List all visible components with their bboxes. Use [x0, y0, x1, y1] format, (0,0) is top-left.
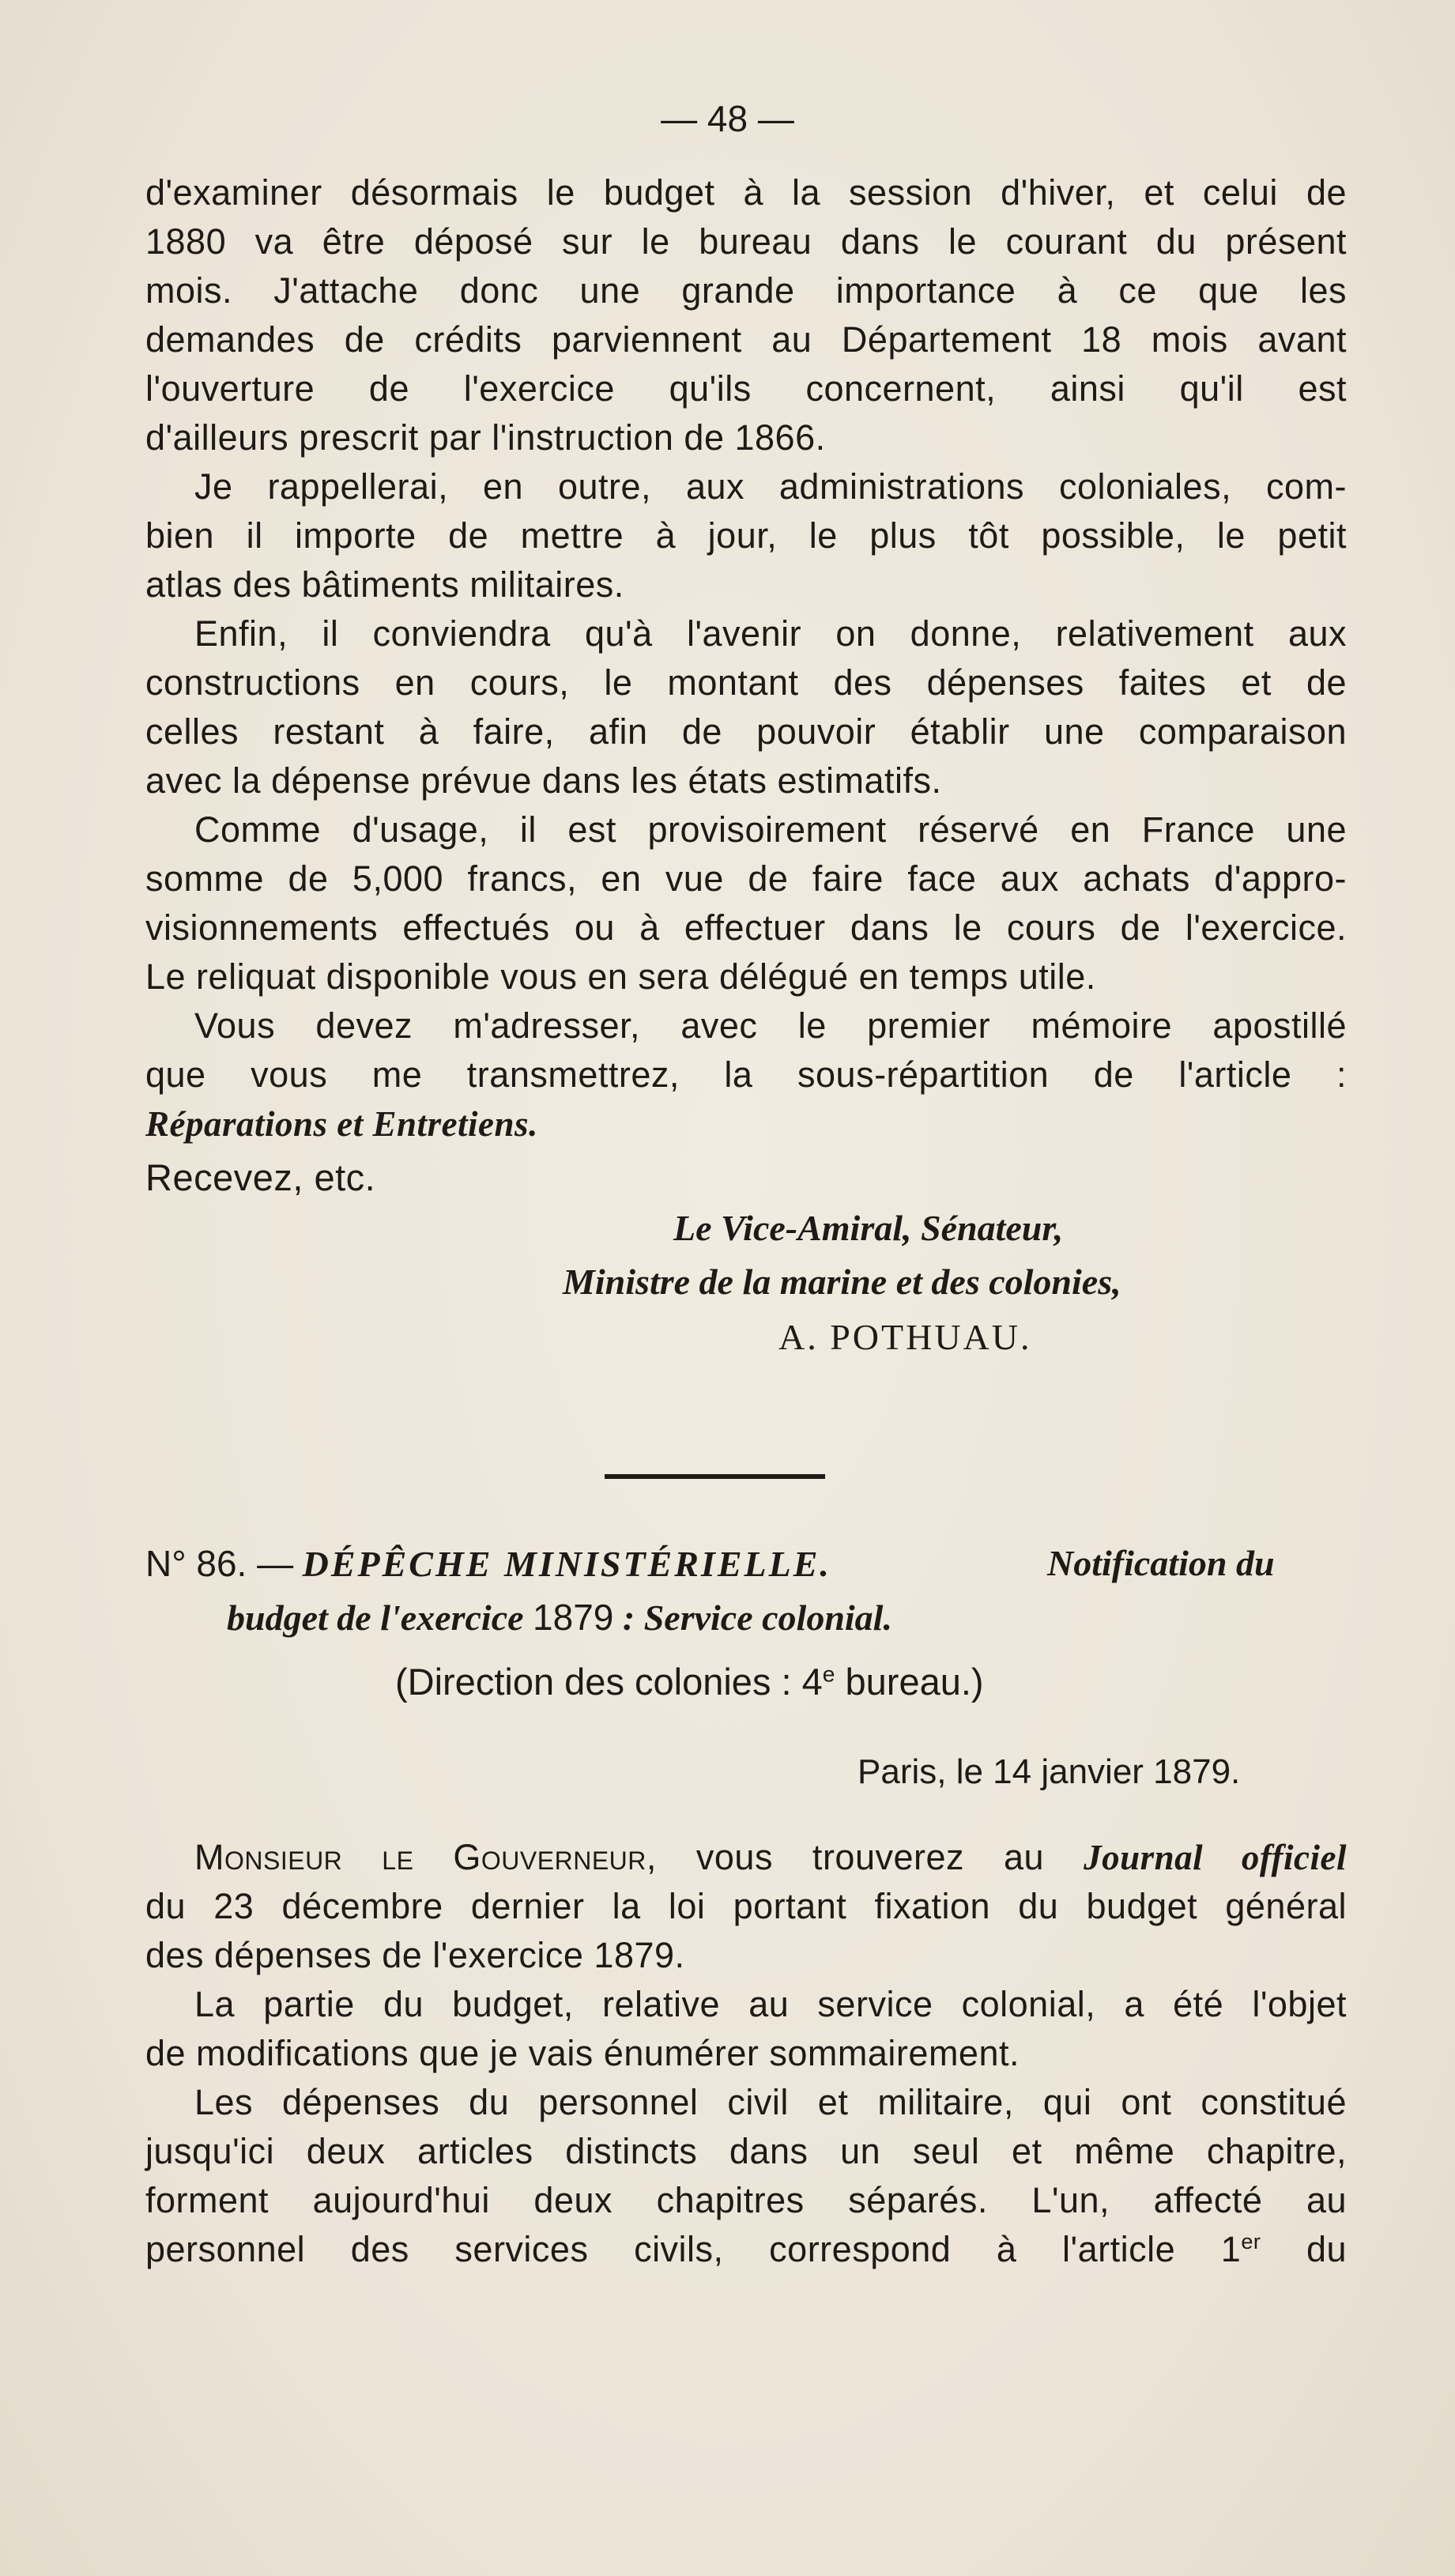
text-line: Enfin, il conviendra qu'à l'avenir on donne, relativement aux [194, 613, 1347, 654]
final-line-text: personnel des services civils, correspond à l'article 1 [145, 2229, 1242, 2269]
direction-end: bureau.) [835, 1661, 984, 1703]
signature-office: Ministre de la marine et des colonies, [563, 1262, 1121, 1302]
text-line: constructions en cours, le montant des dépenses faites et de [145, 662, 1347, 703]
dispatch-date: Paris, le 14 janvier 1879. [858, 1752, 1241, 1791]
salutation-continued: vous trouverez au [656, 1837, 1084, 1877]
text-line: somme de 5,000 francs, en vue de faire face aux achats d'appro- [145, 858, 1347, 899]
text-line: atlas des bâtiments militaires. [145, 564, 624, 605]
salutation: Monsieur le Gouverneur, [194, 1837, 657, 1877]
document-number: N° 86. — [145, 1543, 294, 1584]
text-line-final [145, 2224, 1347, 2275]
text-line: mois. J'attache donc une grande importance à ce que les [145, 270, 1347, 311]
text-line: des dépenses de l'exercice 1879. [145, 1935, 685, 1975]
final-line-superscript: er [1241, 2230, 1261, 2254]
subject-service: : Service colonial. [622, 1597, 892, 1638]
journal-title: Journal officiel [1084, 1838, 1347, 1877]
article-heading: Réparations et Entretiens. [145, 1104, 538, 1144]
signature-name: A. POTHUAU. [778, 1317, 1032, 1357]
text-line: d'ailleurs prescrit par l'instruction de 1866. [145, 417, 826, 458]
text-line: jusqu'ici deux articles distincts dans un seul et même chapitre, [145, 2131, 1347, 2171]
text-line: du 23 décembre dernier la loi portant fixation du budget général [145, 1886, 1347, 1926]
subject-year: 1879 [533, 1597, 614, 1638]
text-line: d'examiner désormais le budget à la session d'hiver, et celui de [145, 172, 1347, 213]
page-number: — 48 — [661, 98, 794, 139]
text-line: La partie du budget, relative au service colonial, a été l'objet [194, 1984, 1347, 2024]
text-line: Je rappellerai, en outre, aux administrations coloniales, com- [194, 466, 1347, 507]
text-line: Vous devez m'adresser, avec le premier mémoire apostillé [194, 1005, 1347, 1046]
salutation-line [145, 1832, 1347, 1883]
text-line: l'ouverture de l'exercice qu'ils concernent, ainsi qu'il est [145, 368, 1347, 409]
text-line: de modifications que je vais énumérer sommairement. [145, 2033, 1020, 2073]
document-heading [145, 1538, 831, 1590]
text-line: demandes de crédits parviennent au Département 18 mois avant [145, 319, 1347, 360]
text-line: bien il importe de mettre à jour, le plus tôt possible, le petit [145, 515, 1347, 556]
document-subject: Notification du [1047, 1543, 1275, 1583]
text-line: visionnements effectués ou à effectuer dans le cours de l'exercice. [145, 907, 1347, 948]
closing-formula: Recevez, etc. [145, 1156, 376, 1198]
final-line-end: du [1261, 2229, 1347, 2269]
text-line: que vous me transmettrez, la sous-répartition de l'article : [145, 1054, 1347, 1095]
text-line: celles restant à faire, afin de pouvoir établir une comparaison [145, 711, 1347, 752]
direction-superscript: e [822, 1661, 835, 1687]
document-subject-continued [227, 1592, 892, 1643]
direction-text: (Direction des colonies : 4 [395, 1661, 823, 1703]
text-line: forment aujourd'hui deux chapitres séparés. L'un, affecté au [145, 2180, 1347, 2220]
document-title: DÉPÊCHE MINISTÉRIELLE. [302, 1544, 831, 1584]
section-divider [605, 1474, 825, 1479]
text-line: Comme d'usage, il est provisoirement réservé en France une [194, 809, 1347, 850]
text-line: Le reliquat disponible vous en sera délégué en temps utile. [145, 956, 1096, 997]
subject-text: budget de l'exercice [227, 1597, 524, 1638]
signature-title: Le Vice-Amiral, Sénateur, [673, 1208, 1064, 1248]
text-line: avec la dépense prévue dans les états estimatifs. [145, 760, 942, 801]
direction-line [395, 1657, 984, 1707]
text-line: 1880 va être déposé sur le bureau dans le courant du présent [145, 221, 1347, 262]
text-line: Les dépenses du personnel civil et militaire, qui ont constitué [194, 2082, 1347, 2122]
